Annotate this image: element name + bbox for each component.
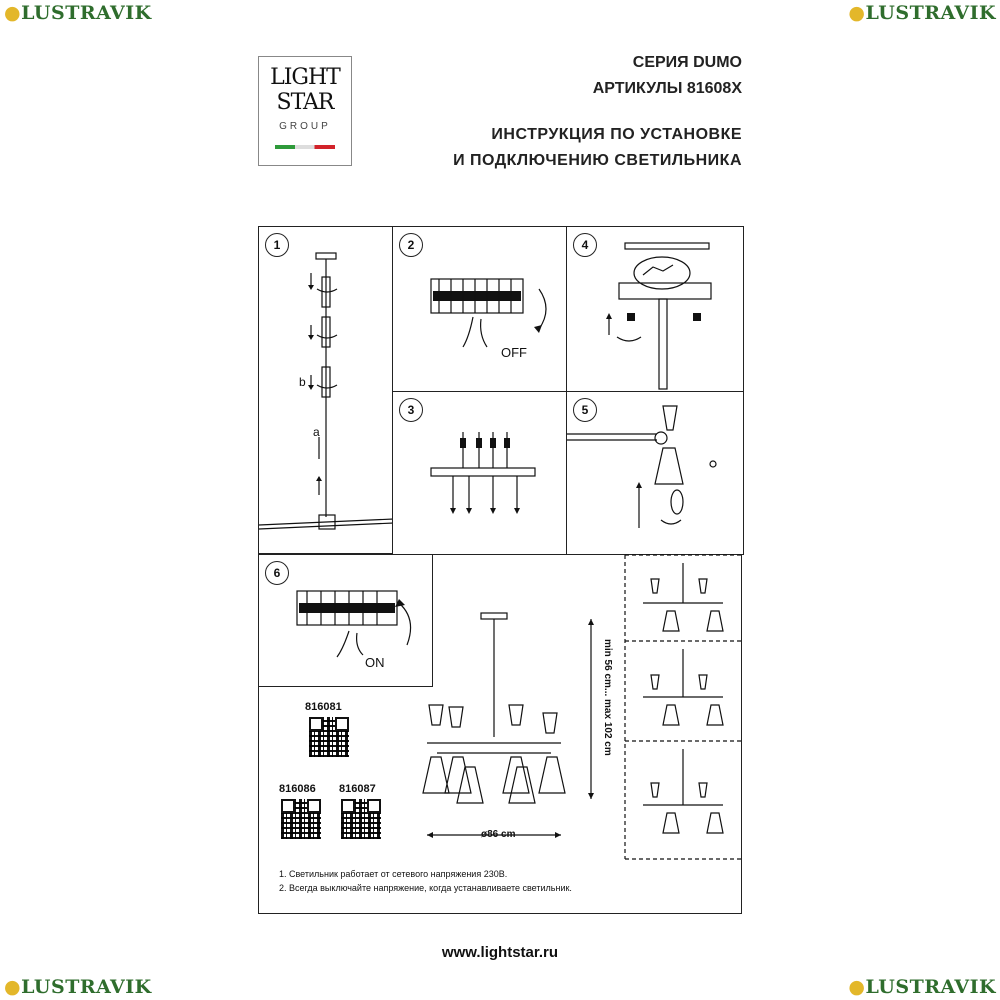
article-816081: 816081 (305, 701, 342, 713)
step-2-off-label: OFF (501, 345, 527, 360)
watermark-top-right: ●LUSTRAVIK (848, 2, 996, 24)
step-1-label-a: a (313, 425, 320, 439)
note-safety: 2. Всегда выключайте напряжение, когда устанавливаете светильник. (279, 883, 572, 893)
step-1-label-b: b (299, 375, 306, 389)
footer-url[interactable]: www.lightstar.ru (441, 944, 559, 961)
italian-flag-stripe (275, 145, 335, 149)
article-816086: 816086 (279, 783, 316, 795)
qr-code-816087 (341, 799, 381, 839)
article-816087: 816087 (339, 783, 376, 795)
step-2-number: 2 (399, 233, 423, 257)
watermark-bottom-left: ●LUSTRAVIK (4, 976, 152, 998)
lightstar-logo: LIGHT STAR GROUP (258, 56, 352, 166)
watermark-top-left: ●LUSTRAVIK (4, 2, 152, 24)
instruction-title-2: И ПОДКЛЮЧЕНИЮ СВЕТИЛЬНИКА (453, 152, 742, 169)
diameter-dimension: ø86 cm (481, 829, 516, 840)
note-voltage: 1. Светильник работает от сетевого напряжения 230В. (279, 869, 508, 879)
instruction-frame (258, 226, 742, 914)
qr-code-816086 (281, 799, 321, 839)
step-5-number: 5 (573, 398, 597, 422)
articles-title: АРТИКУЛЫ 81608X (592, 80, 742, 97)
step-4-number-label: 4 (573, 233, 597, 257)
step-3-number: 3 (399, 398, 423, 422)
qr-code-816081 (309, 717, 349, 757)
step-6-number: 6 (265, 561, 289, 585)
height-dimension: min 56 cm... max 102 cm (602, 639, 613, 756)
watermark-bottom-right: ●LUSTRAVIK (848, 976, 996, 998)
series-title: СЕРИЯ DUMO (632, 54, 742, 71)
step-6-on-label: ON (365, 655, 385, 670)
height-variant-drawings (643, 563, 723, 833)
chandelier-drawing (259, 227, 743, 915)
instruction-title-1: ИНСТРУКЦИЯ ПО УСТАНОВКЕ (491, 126, 742, 143)
step-1-number: 1 (265, 233, 289, 257)
